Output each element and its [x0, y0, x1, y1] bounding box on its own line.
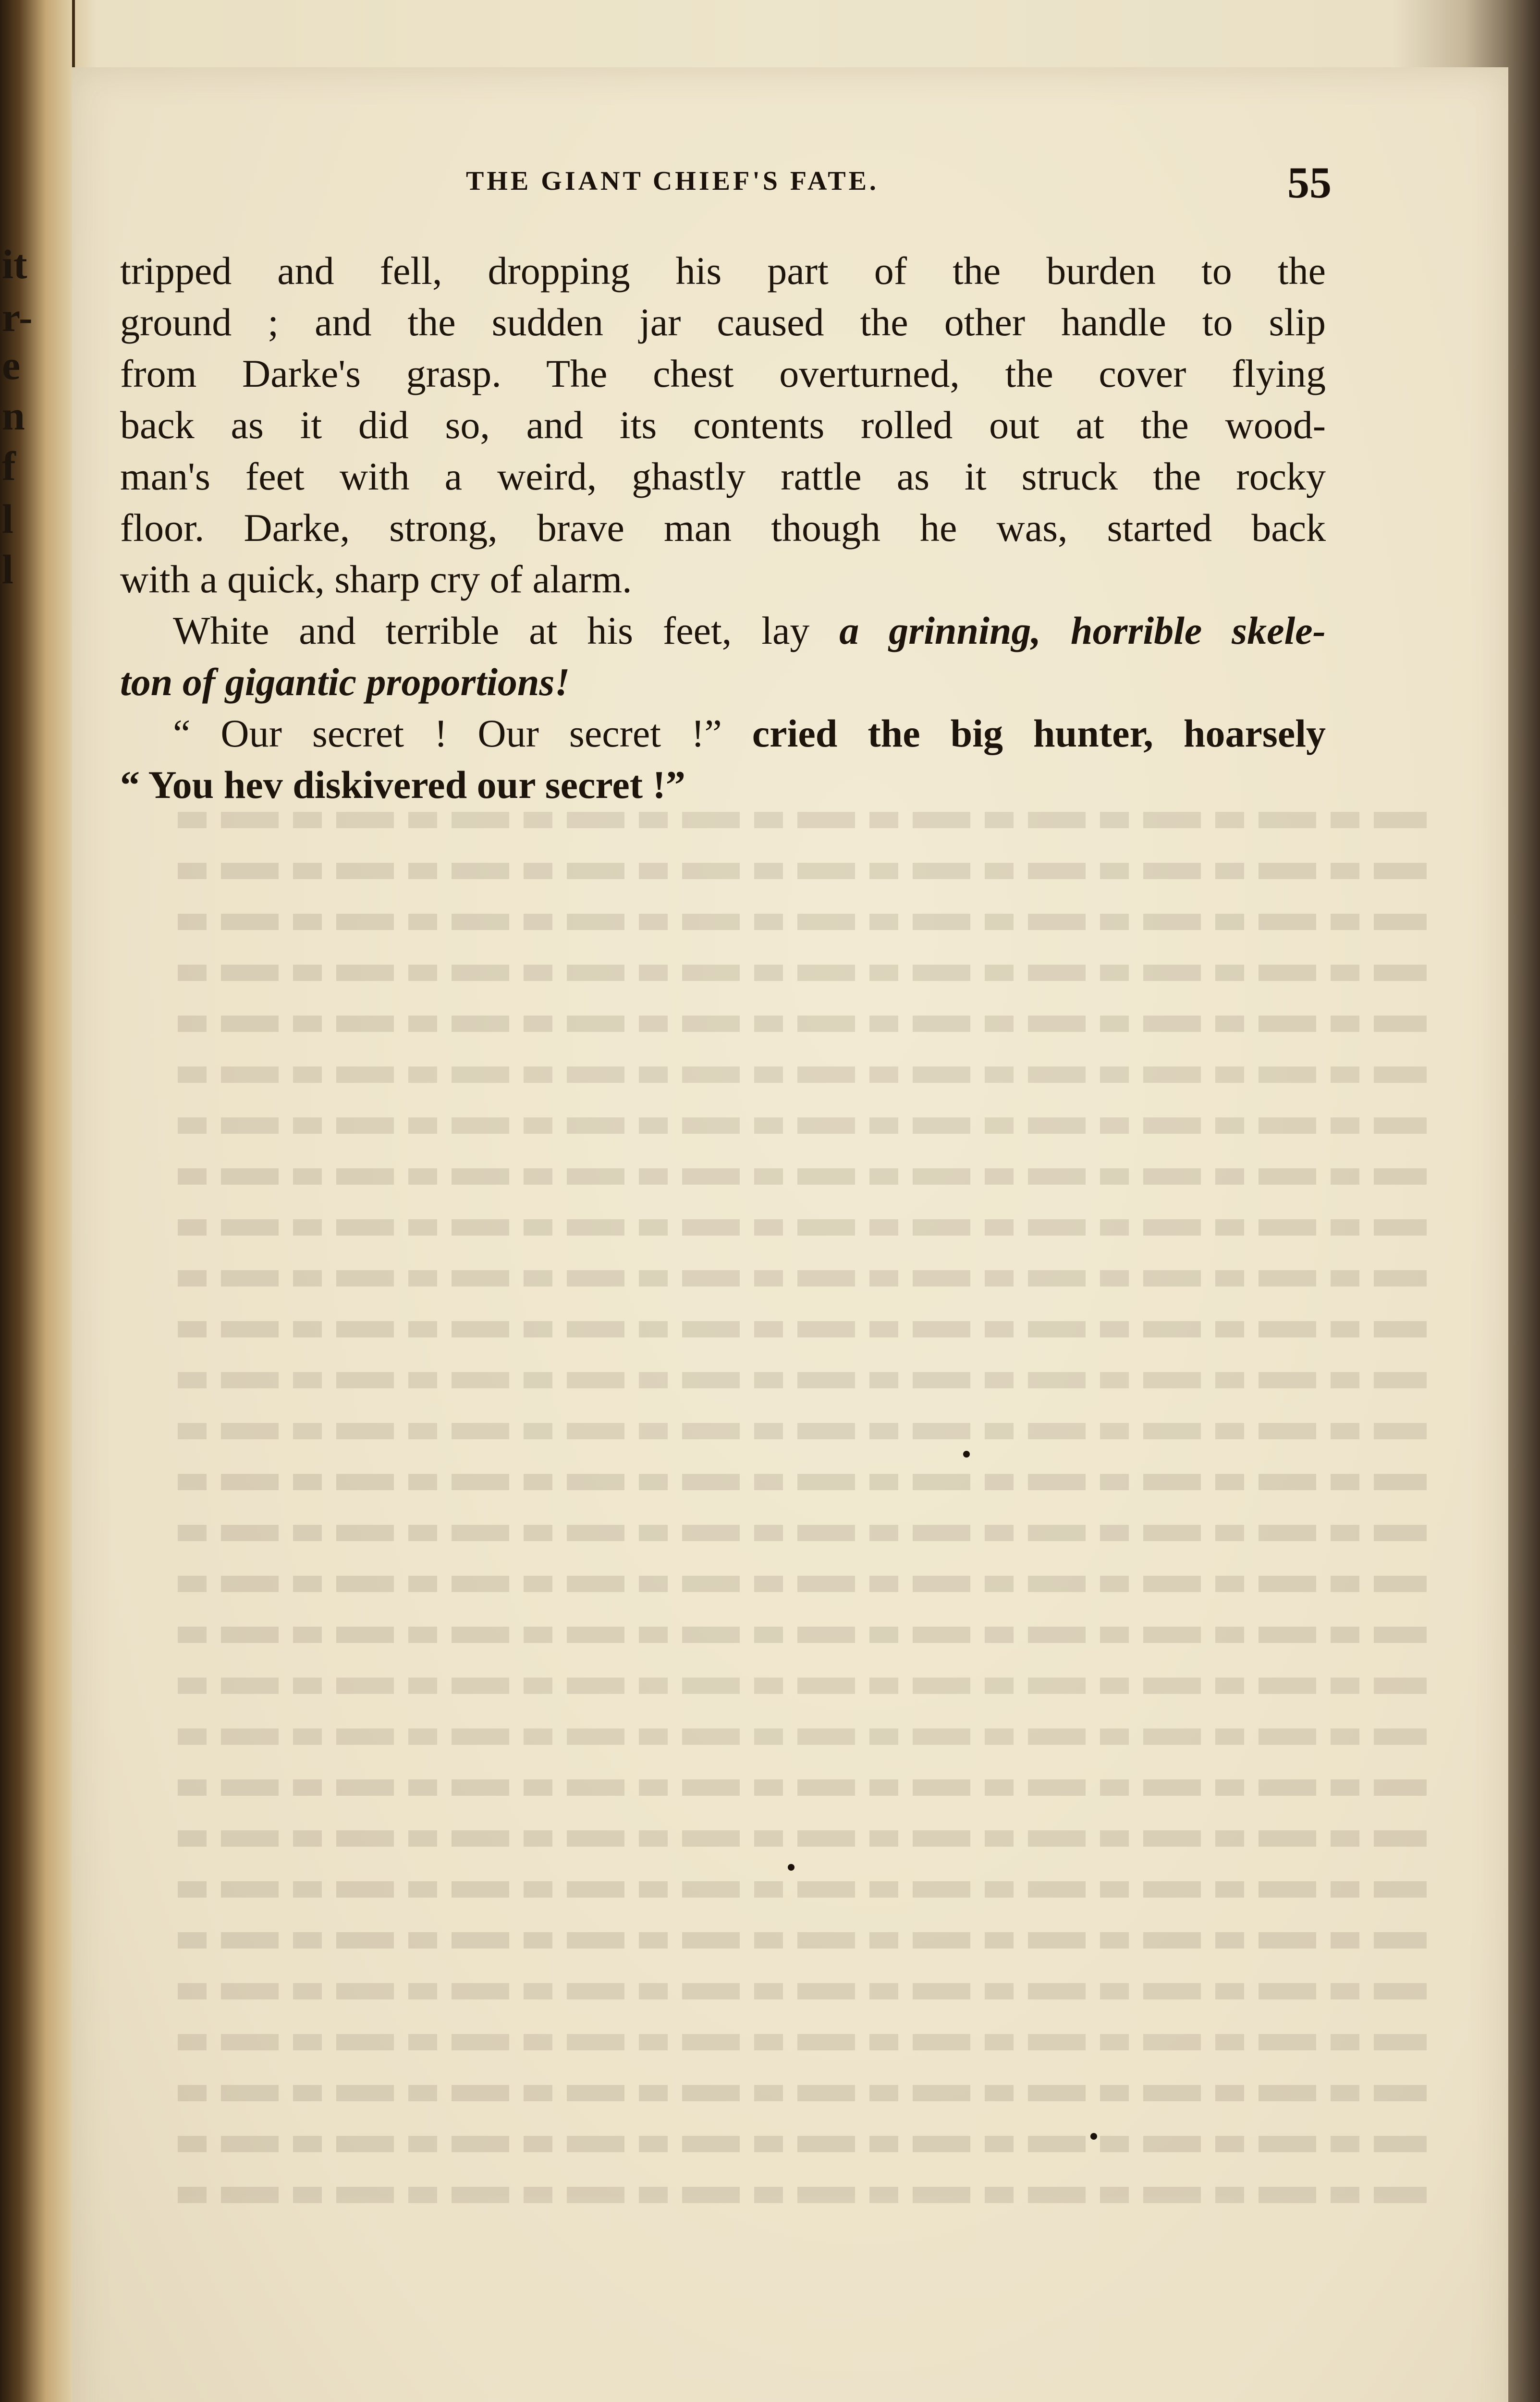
edge-fragment: r- — [2, 294, 33, 340]
text-line: from Darke's grasp. The chest overturned, the cover flying — [120, 352, 1326, 395]
text-run: “ Our secret ! Our secret !” — [173, 711, 752, 755]
text-line: ground ; and the sudden jar caused the other handle to slip — [120, 300, 1326, 344]
edge-fragment: e — [2, 342, 21, 388]
bleed-through-text — [178, 812, 1427, 2349]
text-line: back as it did so, and its contents rolled out at the wood- — [120, 403, 1326, 447]
text-line — [120, 656, 1326, 708]
text-line — [120, 605, 1326, 656]
book-page — [72, 67, 1508, 2402]
bold-run: cried the big hunter, hoarsely — [752, 711, 1326, 755]
page-header — [72, 151, 1508, 209]
ink-speck — [788, 1864, 794, 1871]
emphasis-run: a grinning, horrible skele- — [839, 609, 1326, 652]
text-line: with a quick, sharp cry of alarm. — [120, 557, 632, 601]
edge-fragment: l — [2, 546, 13, 592]
ink-speck — [1090, 2133, 1097, 2140]
emphasis-run: ton of gigantic proportions! — [120, 660, 570, 704]
page-number: 55 — [1287, 158, 1332, 207]
text-line: tripped and fell, dropping his part of the burden to the — [120, 249, 1326, 293]
running-title: THE GIANT CHIEF'S FATE. — [466, 166, 879, 196]
text-line: floor. Darke, strong, brave man though he was, started back — [120, 506, 1326, 550]
text-line: man's feet with a weird, ghastly rattle as it struck the rocky — [120, 454, 1326, 498]
edge-fragment: l — [2, 496, 13, 542]
text-line — [120, 708, 1326, 759]
text-run: White and terrible at his feet, lay — [173, 609, 840, 652]
edge-fragment: f — [2, 443, 16, 489]
edge-fragment: n — [2, 392, 25, 439]
previous-page-edge — [0, 0, 75, 2402]
ink-speck — [963, 1451, 970, 1458]
body-text — [120, 245, 1326, 810]
edge-fragment: it — [2, 241, 27, 287]
text-line: “ You hev diskivered our secret !” — [120, 763, 685, 807]
